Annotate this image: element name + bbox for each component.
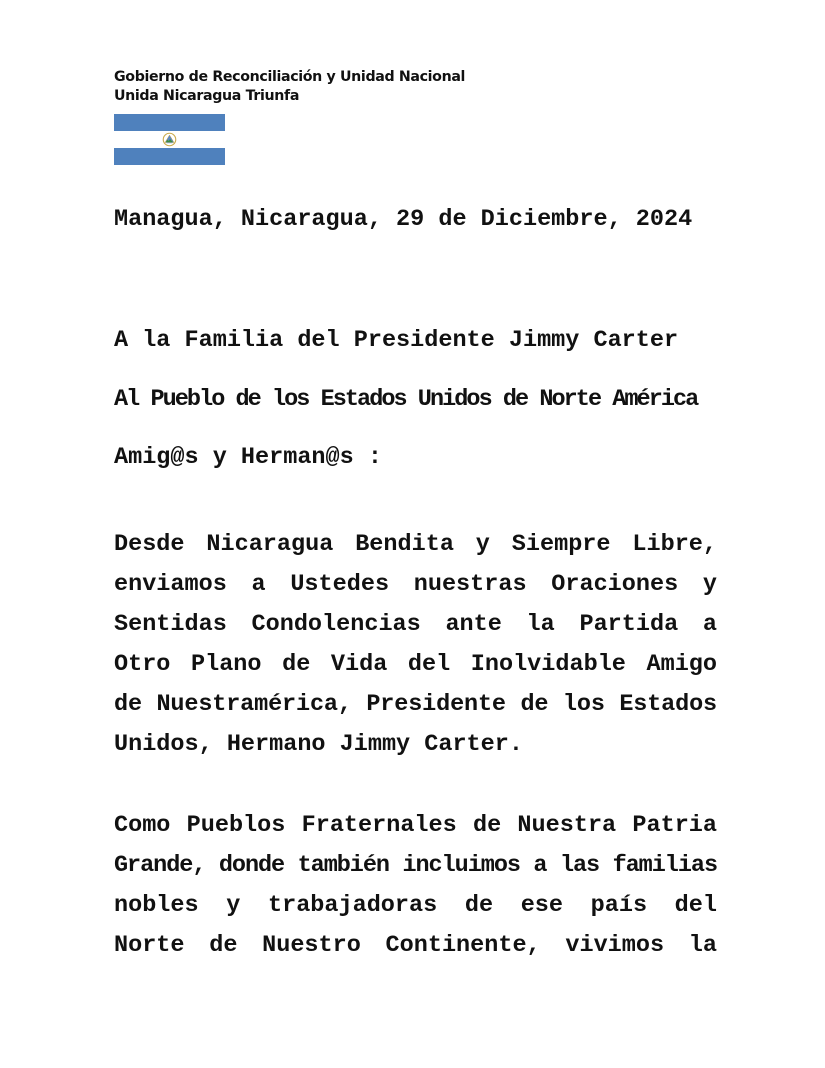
date-line: Managua, Nicaragua, 29 de Diciembre, 2024 — [114, 206, 693, 233]
paragraph-fraternal-peoples — [114, 811, 717, 971]
paragraph-condolences — [114, 530, 717, 770]
paragraph-line: Norte de Nuestro Continente, vivimos la — [114, 932, 717, 959]
coat-of-arms-icon — [162, 132, 177, 147]
letterhead — [114, 68, 465, 106]
flag-bottom-blue-stripe — [114, 148, 225, 165]
paragraph-line: de Nuestramérica, Presidente de los Estados — [114, 691, 717, 718]
letterhead-government-name: Gobierno de Reconciliación y Unidad Nacional — [114, 69, 466, 85]
paragraph-line: enviamos a Ustedes nuestras Oraciones y — [114, 571, 717, 598]
paragraph-line: Unidos, Hermano Jimmy Carter. — [114, 731, 523, 758]
paragraph-line: Sentidas Condolencias ante la Partida a — [114, 611, 717, 638]
salutation-carter-family: A la Familia del Presidente Jimmy Carter — [114, 327, 679, 354]
paragraph-line: Grande, donde también incluimos a las familias — [114, 852, 717, 879]
paragraph-line: nobles y trabajadoras de ese país del — [114, 892, 717, 919]
letterhead-slogan: Unida Nicaragua Triunfa — [114, 88, 300, 104]
paragraph-line: Desde Nicaragua Bendita y Siempre Libre, — [114, 531, 717, 558]
paragraph-line: Otro Plano de Vida del Inolvidable Amigo — [114, 651, 717, 678]
nicaragua-flag-icon — [114, 114, 225, 165]
flag-top-blue-stripe — [114, 114, 225, 131]
salutation-friends: Amig@s y Herman@s : — [114, 444, 382, 471]
paragraph-line: Como Pueblos Fraternales de Nuestra Patria — [114, 812, 717, 839]
salutation-us-people: Al Pueblo de los Estados Unidos de Norte América — [114, 386, 698, 413]
